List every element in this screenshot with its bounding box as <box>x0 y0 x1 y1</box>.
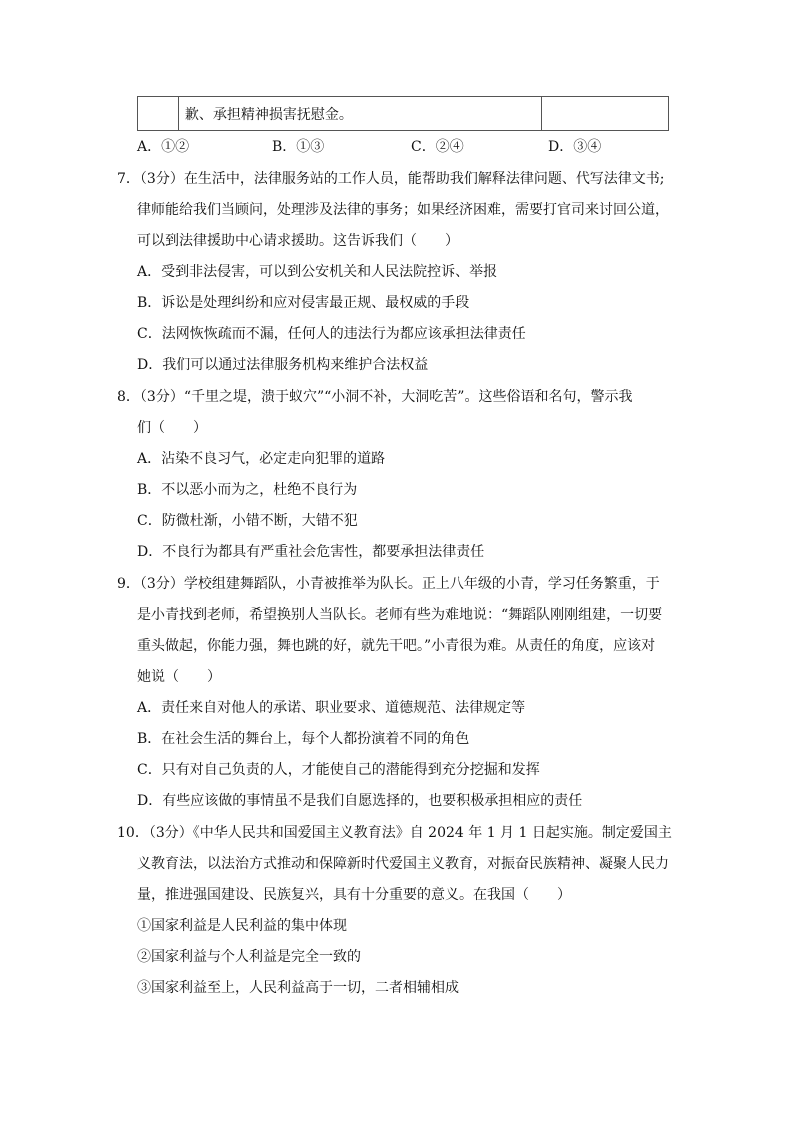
q6-option-a[interactable]: A．①② <box>137 139 190 155</box>
q7-option-b[interactable]: B．诉讼是处理纠纷和应对侵害最正规、最权威的手段 <box>137 295 470 311</box>
q6-option-b[interactable]: B．①③ <box>272 139 325 155</box>
q8-stem-line: 们（ ） <box>137 420 207 436</box>
q8-option-a[interactable]: A．沾染不良习气，必定走向犯罪的道路 <box>137 451 386 467</box>
q7-option-a[interactable]: A．受到非法侵害，可以到公安机关和人民法院控诉、举报 <box>137 264 498 280</box>
q9-option-c[interactable]: C．只有对自己负责的人，才能使自己的潜能得到充分挖掘和发挥 <box>137 762 540 778</box>
q7-stem-line: 可以到法律援助中心请求援助。这告诉我们（ ） <box>137 233 459 249</box>
table-row <box>138 97 669 131</box>
q9-stem-line: 重头做起，你能力强，舞也跳的好，就先干吧。”小青很为难。从责任的角度，应该对 <box>137 638 656 654</box>
answer-table <box>137 96 669 131</box>
q9-stem-line: 9．（3分）学校组建舞蹈队，小青被推举为队长。正上八年级的小青，学习任务繁重，于 <box>117 576 660 592</box>
q6-option-c[interactable]: C．②④ <box>411 139 464 155</box>
q9-stem-line: 是小青找到老师，希望换别人当队长。老师有些为难地说：“舞蹈队刚刚组建，一切要 <box>137 607 663 623</box>
q6-options <box>137 137 667 157</box>
q9-option-d[interactable]: D．有些应该做的事情虽不是我们自愿选择的，也要积极承担相应的责任 <box>137 793 583 809</box>
q6-option-d[interactable]: D．③④ <box>548 139 602 155</box>
q10-statement-1: ①国家利益是人民利益的集中体现 <box>137 918 347 934</box>
q10-stem-line: 10．（3分）《中华人民共和国爱国主义教育法》自 2024 年 1 月 1 日起实施。制定爱国主 <box>117 825 672 841</box>
table-cell-right <box>542 97 669 131</box>
table-cell-middle: 歉、承担精神损害抚慰金。 <box>178 97 542 131</box>
q8-option-c[interactable]: C．防微杜渐，小错不断，大错不犯 <box>137 513 358 529</box>
q7-stem-line: 7．（3分）在生活中，法律服务站的工作人员，能帮助我们解释法律问题、代写法律文书; <box>117 171 665 187</box>
q7-option-c[interactable]: C．法网恢恢疏而不漏，任何人的违法行为都应该承担法律责任 <box>137 326 526 342</box>
q10-stem-line: 义教育法，以法治方式推动和保障新时代爱国主义教育，对振奋民族精神、凝聚人民力 <box>137 856 669 872</box>
q7-stem-line: 律师能给我们当顾问，处理涉及法律的事务；如果经济困难，需要打官司来讨回公道， <box>137 202 669 218</box>
q10-statement-3: ③国家利益至上，人民利益高于一切，二者相辅相成 <box>137 980 459 996</box>
q9-option-b[interactable]: B．在社会生活的舞台上，每个人都扮演着不同的角色 <box>137 731 470 747</box>
q9-option-a[interactable]: A．责任来自对他人的承诺、职业要求、道德规范、法律规定等 <box>137 700 526 716</box>
table-cell-left <box>138 97 179 131</box>
q10-stem-line: 量，推进强国建设、民族复兴，具有十分重要的意义。在我国（ ） <box>137 887 571 903</box>
q9-stem-line: 她说（ ） <box>137 669 221 685</box>
q8-stem-line: 8．（3分）“千里之堤，溃于蚁穴”“小洞不补，大洞吃苦”。这些俗语和名句，警示我 <box>117 389 633 405</box>
q10-statement-2: ②国家利益与个人利益是完全一致的 <box>137 949 361 965</box>
q7-option-d[interactable]: D．我们可以通过法律服务机构来维护合法权益 <box>137 357 429 373</box>
q8-option-b[interactable]: B．不以恶小而为之，杜绝不良行为 <box>137 482 358 498</box>
q8-option-d[interactable]: D．不良行为都具有严重社会危害性，都要承担法律责任 <box>137 544 485 560</box>
